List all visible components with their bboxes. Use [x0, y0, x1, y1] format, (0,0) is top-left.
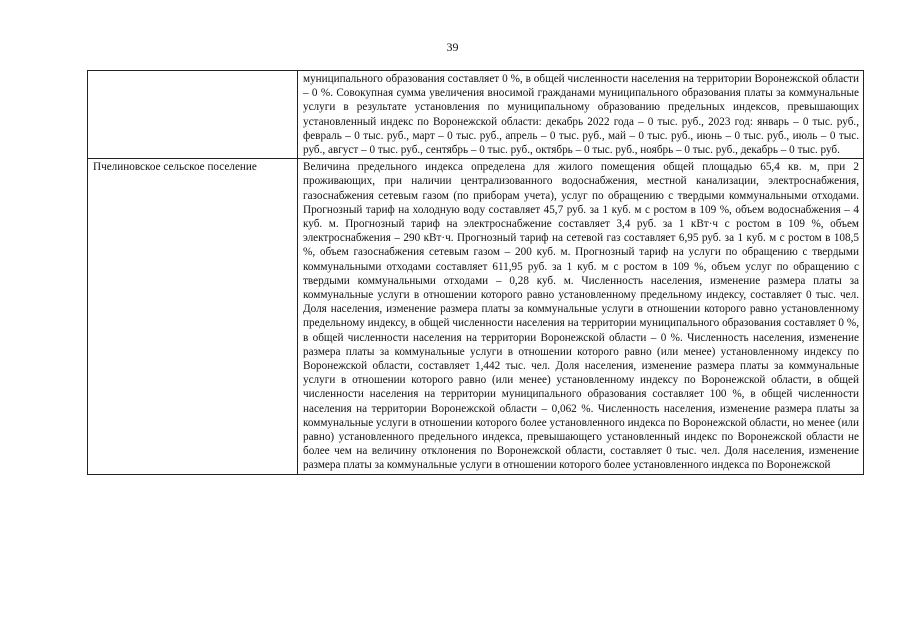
page-bottom-margin — [0, 580, 905, 640]
municipal-index-table — [87, 70, 864, 475]
municipality-name-cell: Пчелиновское сельское поселение — [88, 159, 298, 474]
page-number: 39 — [446, 40, 459, 54]
table-row — [88, 159, 864, 474]
table-row — [88, 71, 864, 159]
municipality-name-cell — [88, 71, 298, 159]
description-cell: Величина предельного индекса определена для жилого помещения общей площадью 65,4 кв. м, при 2 проживающих, при наличии централизованного водоснабжения, местной канализации, электроснабжения, газоснабжения сетевым газом (по приборам учета), услуг по обращению с твердыми коммунальными отходами. Прогнозный тариф на холодную воду составляет 45,7 руб. за 1 куб. м с ростом в 109 %, объем водоснабжения – 4 куб. м. Прогнозный тариф на электроснабжение составляет 3,4 руб. за 1 кВт·ч с ростом в 109 %, объем электроснабжения – 290 кВт·ч. Прогнозный тариф на сетевой газ составляет 6,95 руб. за 1 куб. м с ростом в 108,5 %, объем газоснабжения сетевым газом – 200 куб. м. Прогнозный тариф на услуги по обращению с твердыми коммунальными отходами составляет 611,95 руб. за 1 куб. м с ростом в 109 %, объем услуг по обращению с твердыми коммунальными отходами – 0,28 куб. м. Численность населения, изменение размера платы за коммунальные услуги в отношении которого равно установленному предельному индексу, составляет 0 тыс. чел. Доля населения, изменение размера платы за коммунальные услуги в отношении которого равно установленному предельному индексу, в общей численности населения на территории муниципального образования составляет 0 %, в общей численности населения на территории Воронежской области – 0 %. Численность населения, изменение размера платы за коммунальные услуги в отношении которого равно (или менее) установленному индексу по Воронежской области, составляет 1,442 тыс. чел. Доля населения, изменение размера платы за коммунальные услуги в отношении которого равно (или менее) установленному индексу по Воронежской области, в общей численности населения на территории муниципального образования составляет 100 %, в общей численности населения на территории Воронежской области – 0,062 %. Численность населения, изменение размера платы за коммунальные услуги в отношении которого более установленного индекса по Воронежской области, но менее (или равно) установленного предельного индекса, превышающего установленный индекс по Воронежской области не более чем на величину отклонения по Воронежской области, составляет 0 тыс. чел. Доля населения, изменение размера платы за коммунальные услуги в отношении которого более установленного индекса по Воронежской — [298, 159, 864, 474]
description-cell: муниципального образования составляет 0 %, в общей численности населения на территории Воронежской области – 0 %. Совокупная сумма увеличения вносимой гражданами муниципального образования платы за коммунальные услуги в результате установления по муниципальному образованию предельных индексов, превышающих установленный индекс по Воронежской области: декабрь 2022 года – 0 тыс. руб., 2023 год: январь – 0 тыс. руб., февраль – 0 тыс. руб., март – 0 тыс. руб., апрель – 0 тыс. руб., май – 0 тыс. руб., июнь – 0 тыс. руб., июль – 0 тыс. руб., август – 0 тыс. руб., сентябрь – 0 тыс. руб., октябрь – 0 тыс. руб., ноябрь – 0 тыс. руб., декабрь – 0 тыс. руб. — [298, 71, 864, 159]
